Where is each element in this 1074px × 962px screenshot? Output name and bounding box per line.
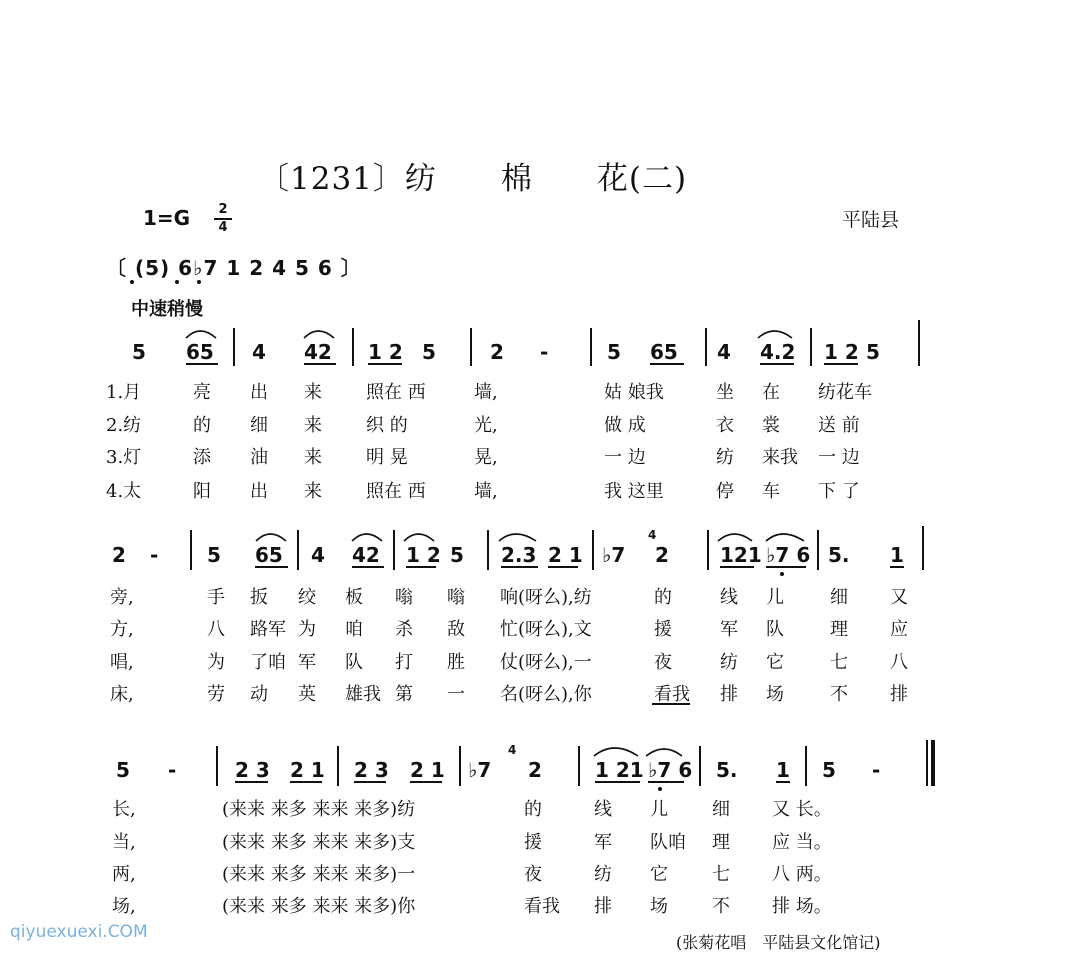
lyric: 第: [395, 684, 413, 705]
lyric: 不: [830, 684, 848, 705]
note: 4: [311, 543, 325, 567]
time-signature-top: 2: [218, 202, 228, 217]
lyric: 援: [524, 832, 542, 853]
lyric: 方,: [110, 619, 134, 640]
note: 1 2: [368, 340, 403, 364]
lyric: 织 的: [366, 415, 408, 436]
lyric: 打: [395, 652, 413, 673]
lyric: 它: [650, 864, 668, 885]
lyric: 扳: [250, 587, 268, 608]
lyric: (来来 来多 来来 来多)你: [222, 896, 416, 917]
lyric: 为: [298, 619, 316, 640]
note: 1 21: [595, 758, 644, 782]
note: 2.3: [501, 543, 537, 567]
lyric: 咱: [345, 619, 363, 640]
grace-note: 4: [648, 528, 657, 542]
slur: [718, 534, 752, 541]
lyric: 夜: [524, 864, 542, 885]
lyric: 又: [890, 587, 908, 608]
note: 1: [890, 543, 904, 567]
lyric: 做 成: [604, 415, 646, 436]
lyric: 排: [594, 896, 612, 917]
note: 1: [776, 758, 790, 782]
lyric: 纺花车: [818, 382, 872, 403]
slur: [766, 534, 804, 541]
lyric: 理: [830, 619, 848, 640]
lyric: 的: [193, 415, 211, 436]
lyric: 忙(呀么),文: [500, 619, 592, 640]
region-label: 平陆县: [842, 209, 900, 231]
lyric: 4.太: [106, 481, 142, 502]
lyric: 它: [766, 652, 784, 673]
note: -: [168, 758, 177, 782]
lyric: 光,: [474, 415, 498, 436]
lyric: 坐: [716, 382, 734, 403]
note: 65: [650, 340, 678, 364]
lyric: 不: [712, 896, 730, 917]
lyric: 来我: [762, 447, 798, 468]
lyric: 板: [345, 587, 363, 608]
lyric: 纺: [720, 652, 738, 673]
note: 65: [255, 543, 283, 567]
lyric: 理: [712, 832, 730, 853]
note: 5.: [716, 758, 738, 782]
note: 2: [655, 543, 669, 567]
slur: [758, 331, 792, 338]
slur: [404, 534, 434, 541]
lyric: 下 了: [818, 481, 860, 502]
lyric: 来: [304, 481, 322, 502]
lyric: 阳: [193, 481, 211, 502]
lyric: 了咱: [250, 652, 286, 673]
note: ♭7 6: [648, 758, 693, 782]
slur: [594, 748, 638, 756]
lyric: 出: [250, 481, 268, 502]
lyric: 仗(呀么),一: [500, 652, 592, 673]
lyric: 添: [193, 447, 211, 468]
lyric: 亮: [193, 382, 211, 403]
lyric: 2.纺: [106, 415, 142, 436]
slur: [646, 749, 682, 756]
lyric: 照在 西: [366, 382, 426, 403]
time-signature-bottom: 4: [218, 220, 228, 235]
low-octave-dot: [658, 787, 662, 791]
lyric: 雄我: [345, 684, 381, 705]
lyric: 来: [304, 382, 322, 403]
lyric: 英: [298, 684, 316, 705]
lyric: 送 前: [818, 415, 860, 436]
lyric: (来来 来多 来来 来多)一: [222, 864, 416, 885]
lyric: 八 两。: [772, 864, 832, 885]
lyric: 细: [712, 799, 730, 820]
slur: [304, 331, 334, 338]
note: 2 1: [410, 758, 445, 782]
note: 5: [116, 758, 130, 782]
lyric: 援: [654, 619, 672, 640]
lyric: 军: [298, 652, 316, 673]
note: 5: [422, 340, 436, 364]
note: 42: [304, 340, 332, 364]
lyric: 绞: [298, 587, 316, 608]
note: 4.2: [760, 340, 796, 364]
lyric: 队咱: [650, 832, 686, 853]
low-octave-dot: [780, 572, 784, 576]
note: 2 1: [548, 543, 583, 567]
note: 5: [132, 340, 146, 364]
note: 4: [717, 340, 731, 364]
note: 2 3: [235, 758, 270, 782]
note: 2: [490, 340, 504, 364]
lyric: 胜: [447, 652, 465, 673]
note: ♭7: [602, 543, 626, 567]
lyric: 军: [720, 619, 738, 640]
note: 4: [252, 340, 266, 364]
note: ♭7: [468, 758, 492, 782]
note: 121: [720, 543, 762, 567]
lyric: 排 场。: [772, 896, 832, 917]
lyric: 我 这里: [604, 481, 664, 502]
lyric: 排: [720, 684, 738, 705]
note: 1 2: [406, 543, 441, 567]
lyric: 细: [830, 587, 848, 608]
lyric: 嗡: [447, 587, 465, 608]
lyric: 应: [890, 619, 908, 640]
lyric: 动: [250, 684, 268, 705]
lyric: 八: [890, 652, 908, 673]
lyric: 车: [762, 481, 780, 502]
lyric: 看我: [524, 896, 560, 917]
lyric: 停: [716, 481, 734, 502]
lyric: 长,: [112, 799, 136, 820]
lyric: 姑 娘我: [604, 382, 664, 403]
lyric: 床,: [110, 684, 134, 705]
lyric: 晃,: [474, 447, 498, 468]
lyric: 队: [766, 619, 784, 640]
note: ♭7 6: [766, 543, 811, 567]
lyric: 线: [594, 799, 612, 820]
slur: [256, 534, 286, 541]
lyric: 一: [447, 684, 465, 705]
note: -: [150, 543, 159, 567]
lyric: 来: [304, 415, 322, 436]
lyric: 细: [250, 415, 268, 436]
lyric: 油: [250, 447, 268, 468]
lyric: 纺: [716, 447, 734, 468]
lyric: 一 边: [818, 447, 860, 468]
lyric: 衣: [716, 415, 734, 436]
lyric: (来来 来多 来来 来多)纺: [222, 799, 416, 820]
lyric: 来: [304, 447, 322, 468]
lyric: 在: [762, 382, 780, 403]
watermark-logo: qiyuexuexi.COM: [10, 922, 148, 942]
lyric: 3.灯: [106, 447, 142, 468]
lyric: 1.月: [106, 382, 142, 403]
lyric: 看我: [654, 684, 690, 705]
lyric: 墙,: [474, 382, 498, 403]
song-title: 〔1231〕纺 棉 花(二): [258, 161, 688, 197]
lyric: 场: [766, 684, 784, 705]
lyric: 路军: [250, 619, 286, 640]
note: 2 3: [354, 758, 389, 782]
note: -: [540, 340, 549, 364]
lyric: 场: [650, 896, 668, 917]
note: 1 2: [824, 340, 859, 364]
note: 42: [352, 543, 380, 567]
intro-notation: 〔 (5) 6♭7 1 2 4 5 6 〕: [106, 256, 362, 280]
lyric: 排: [890, 684, 908, 705]
lyric: 两,: [112, 864, 136, 885]
grace-note: 4: [508, 743, 517, 757]
slur: [499, 534, 536, 541]
note: 5: [866, 340, 880, 364]
lyric: 队: [345, 652, 363, 673]
lyric: 嗡: [395, 587, 413, 608]
lyric: 手: [207, 587, 225, 608]
lyric: 敌: [447, 619, 465, 640]
lyric: 唱,: [110, 652, 134, 673]
lyric: 应 当。: [772, 832, 832, 853]
lyric: 旁,: [110, 587, 134, 608]
key-signature: 1=G: [143, 206, 191, 230]
lyric: 七: [830, 652, 848, 673]
note: 2 1: [290, 758, 325, 782]
lyric: 墙,: [474, 481, 498, 502]
note: 2: [528, 758, 542, 782]
note: 2: [112, 543, 126, 567]
lyric: 名(呀么),你: [500, 684, 592, 705]
lyric: 八: [207, 619, 225, 640]
lyric: 劳: [207, 684, 225, 705]
lyric: 夜: [654, 652, 672, 673]
note: 5: [450, 543, 464, 567]
note: 5: [822, 758, 836, 782]
lyric: 照在 西: [366, 481, 426, 502]
note: 5: [207, 543, 221, 567]
lyric: 当,: [112, 832, 136, 853]
lyric: 七: [712, 864, 730, 885]
slur: [186, 331, 216, 338]
lyric: 的: [524, 799, 542, 820]
lyric: 军: [594, 832, 612, 853]
lyric: (来来 来多 来来 来多)支: [222, 832, 416, 853]
lyric: 儿: [650, 799, 668, 820]
lyric: 儿: [766, 587, 784, 608]
note: -: [872, 758, 881, 782]
lyric: 场,: [112, 896, 136, 917]
lyric: 裳: [762, 415, 780, 436]
lyric: 杀: [395, 619, 413, 640]
lyric: 响(呀么),纺: [500, 587, 592, 608]
note: 65: [186, 340, 214, 364]
note: 5: [607, 340, 621, 364]
lyric: 明 晃: [366, 447, 408, 468]
lyric: 又 长。: [772, 799, 832, 820]
tempo-marking: 中速稍慢: [131, 299, 203, 320]
lyric: 出: [250, 382, 268, 403]
lyric: 纺: [594, 864, 612, 885]
credit-line: (张菊花唱 平陆县文化馆记): [676, 933, 881, 952]
slur: [352, 534, 382, 541]
note: 5.: [828, 543, 850, 567]
lyric: 一 边: [604, 447, 646, 468]
lyric: 的: [654, 587, 672, 608]
lyric: 为: [207, 652, 225, 673]
lyric: 线: [720, 587, 738, 608]
